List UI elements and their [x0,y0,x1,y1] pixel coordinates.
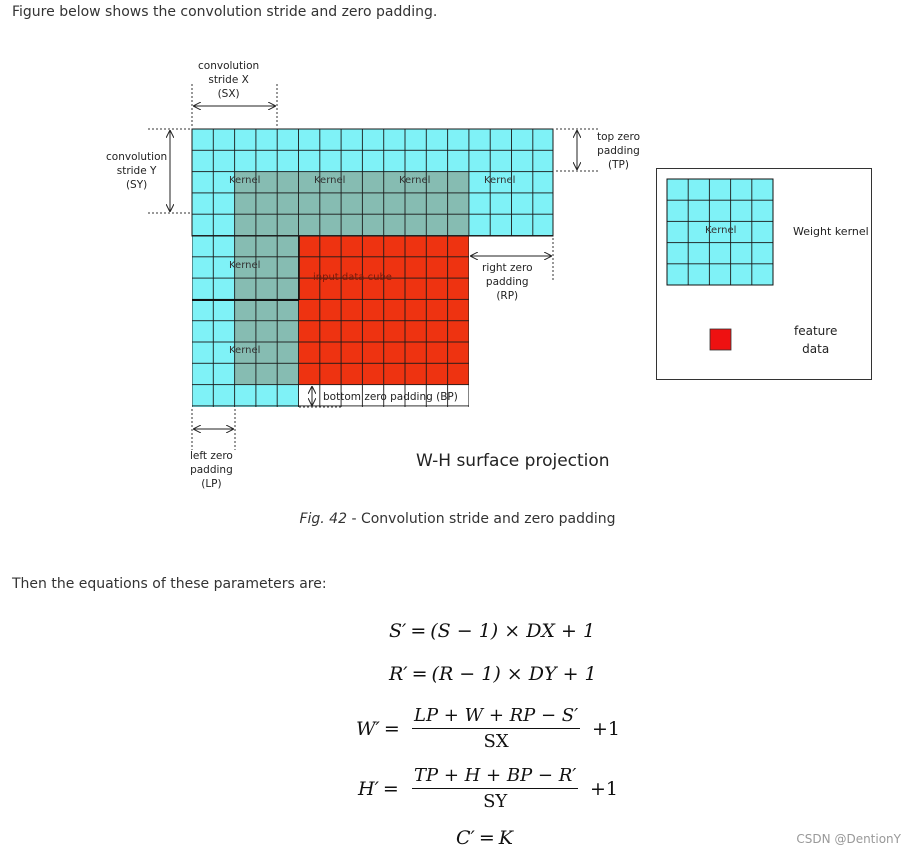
kernel-label-5: Kernel [229,260,261,271]
bottom-padding-label: bottom zero padding (BP) [323,391,458,403]
top-padding-label: top zero padding (TP) [597,131,641,171]
right-padding-label: right zero padding (RP) [482,262,533,302]
stride-y-label: convolution stride Y (SY) [106,151,168,191]
stride-x-label: convolution stride X (SX) [198,60,260,100]
equation-c: C′ = K [456,827,513,849]
legend-kernel-label: Kernel [705,225,737,236]
caption-text: Convolution stride and zero padding [360,511,616,527]
equation-h-tail: +1 [590,778,619,800]
kernel-label-6: Kernel [229,345,261,356]
equation-h-fraction: $\frac{TP + H + BP - R'}{SY}$ [414,765,577,812]
equation-w-fraction: $\frac{LP + W + RP - S'}{SX}$ [414,705,579,752]
equation-w-tail: +1 [592,718,621,740]
equation-r: R′ = (R − 1) × DY + 1 [389,663,597,685]
input-cube-label: input data cube [313,272,392,283]
equation-w-lhs: W′ = [356,718,400,740]
caption-fig-number: Fig. 42 [299,511,347,527]
projection-title: W-H surface projection [416,451,610,471]
kernel-label-1: Kernel [229,175,261,186]
equation-s: S′ = (S − 1) × DX + 1 [389,620,596,642]
watermark: CSDN @DentionY [796,832,901,846]
feature-data-label: feature data [794,324,838,356]
intro-text: Figure below shows the convolution stride and zero padding. [12,4,438,20]
weight-kernel-label: Weight kernel [793,225,869,238]
kernel-label-3: Kernel [399,175,431,186]
kernel-label-4: Kernel [484,175,516,186]
figure-caption: Fig. 42 - Convolution stride and zero padding [299,511,616,527]
kernel-label-2: Kernel [314,175,346,186]
legend-box [656,168,872,380]
equation-h-lhs: H′ = [358,778,399,800]
equations-intro: Then the equations of these parameters are: [12,576,327,592]
left-padding-label: left zero padding (LP) [190,450,233,490]
